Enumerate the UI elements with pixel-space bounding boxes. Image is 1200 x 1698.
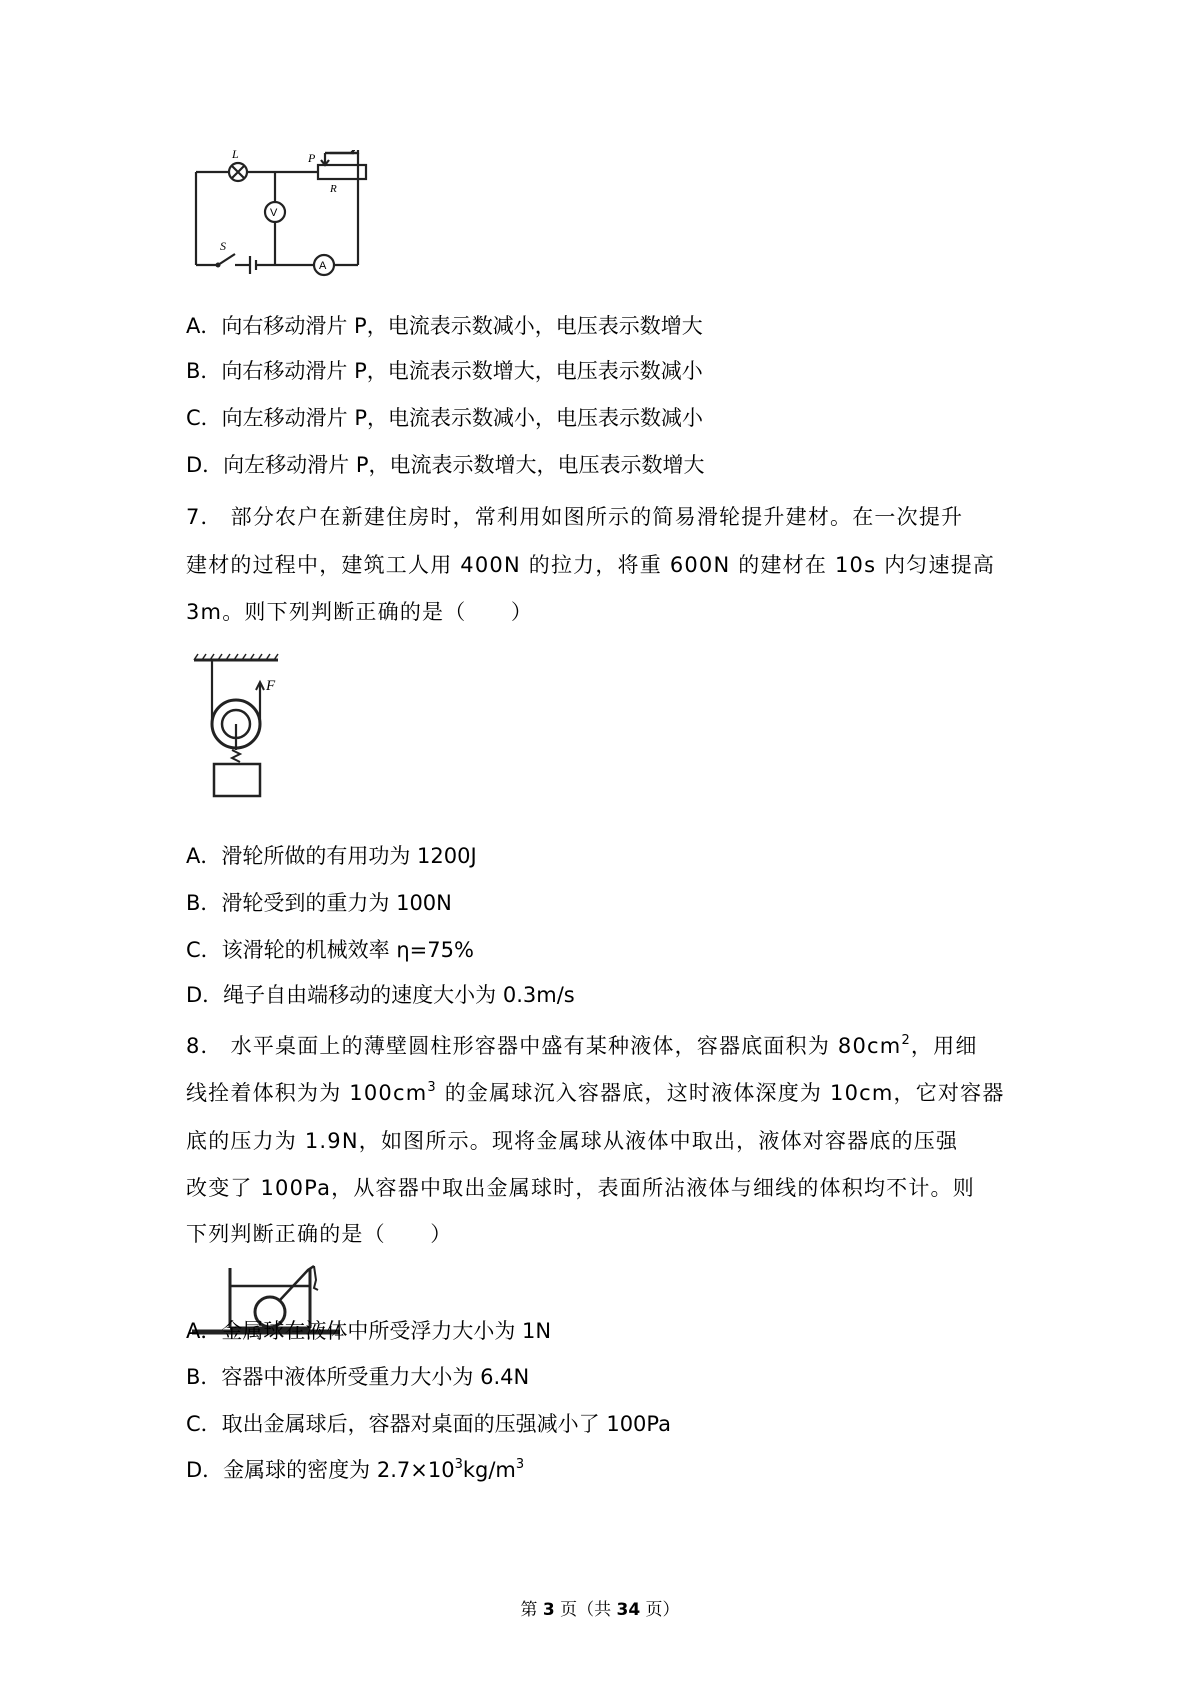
q7-option-a: A．滑轮所做的有用功为 1200J [186,844,477,868]
q8-option-d: D．金属球的密度为 $2.7\times 10^3kg/m^3$ [186,1457,525,1482]
q8-option-c: C．取出金属球后，容器对桌面的压强减小了 100Pa [186,1412,672,1436]
q7-stem-line3: 3m。则下列判断正确的是（ ） [186,600,534,624]
page-footer: 第 3 页（共 34 页） [520,1600,680,1620]
lamp-label: L [232,150,239,161]
q6-option-d: D．向左移动滑片 P，电流表示数增大，电压表示数增大 [186,453,705,477]
circuit-diagram [190,150,400,285]
q8-stem-line5: 下列判断正确的是（ ） [186,1222,453,1246]
q8-option-b: B．容器中液体所受重力大小为 6.4N [186,1365,530,1389]
force-label: F [266,678,276,694]
q7-stem-line1: 7． 部分农户在新建住房时，常利用如图所示的简易滑轮提升建材。在一次提升 [186,505,964,529]
q8-stem-line1: 8． 水平桌面上的薄壁圆柱形容器中盛有某种液体，容器底面积为 $80cm^2$，用细 [186,1033,978,1058]
pulley-diagram [190,650,300,810]
q6-option-a: A．向右移动滑片 P，电流表示数减小，电压表示数增大 [186,314,703,338]
q7-option-d: D．绳子自由端移动的速度大小为 0.3m/s [186,983,575,1007]
q8-option-a: A．金属球在液体中所受浮力大小为 1N [186,1319,552,1343]
q8-stem-line3: 底的压力为 1.9N，如图所示。现将金属球从液体中取出，液体对容器底的压强 [186,1129,959,1153]
q6-option-c: C．向左移动滑片 P，电流表示数减小，电压表示数减小 [186,406,703,430]
slider-label: P [308,151,316,165]
q6-option-b: B．向右移动滑片 P，电流表示数增大，电压表示数减小 [186,359,703,383]
switch-label: S [220,239,226,253]
voltmeter-label: V [270,207,278,219]
ammeter-label: A [319,260,327,272]
q8-stem-line4: 改变了 100Pa，从容器中取出金属球时，表面所沾液体与细线的体积均不计。则 [186,1176,975,1200]
q7-option-c: C．该滑轮的机械效率 η=75% [186,938,474,962]
q8-stem-line2: 线拴着体积为为 $100cm^3$ 的金属球沉入容器底，这时液体深度为 10cm，它对容器 [186,1080,1005,1105]
q7-stem-line2: 建材的过程中，建筑工人用 400N 的拉力，将重 600N 的建材在 10s 内匀速提高 [186,553,996,577]
resistor-label: R [330,183,337,195]
q7-option-b: B．滑轮受到的重力为 100N [186,891,452,915]
